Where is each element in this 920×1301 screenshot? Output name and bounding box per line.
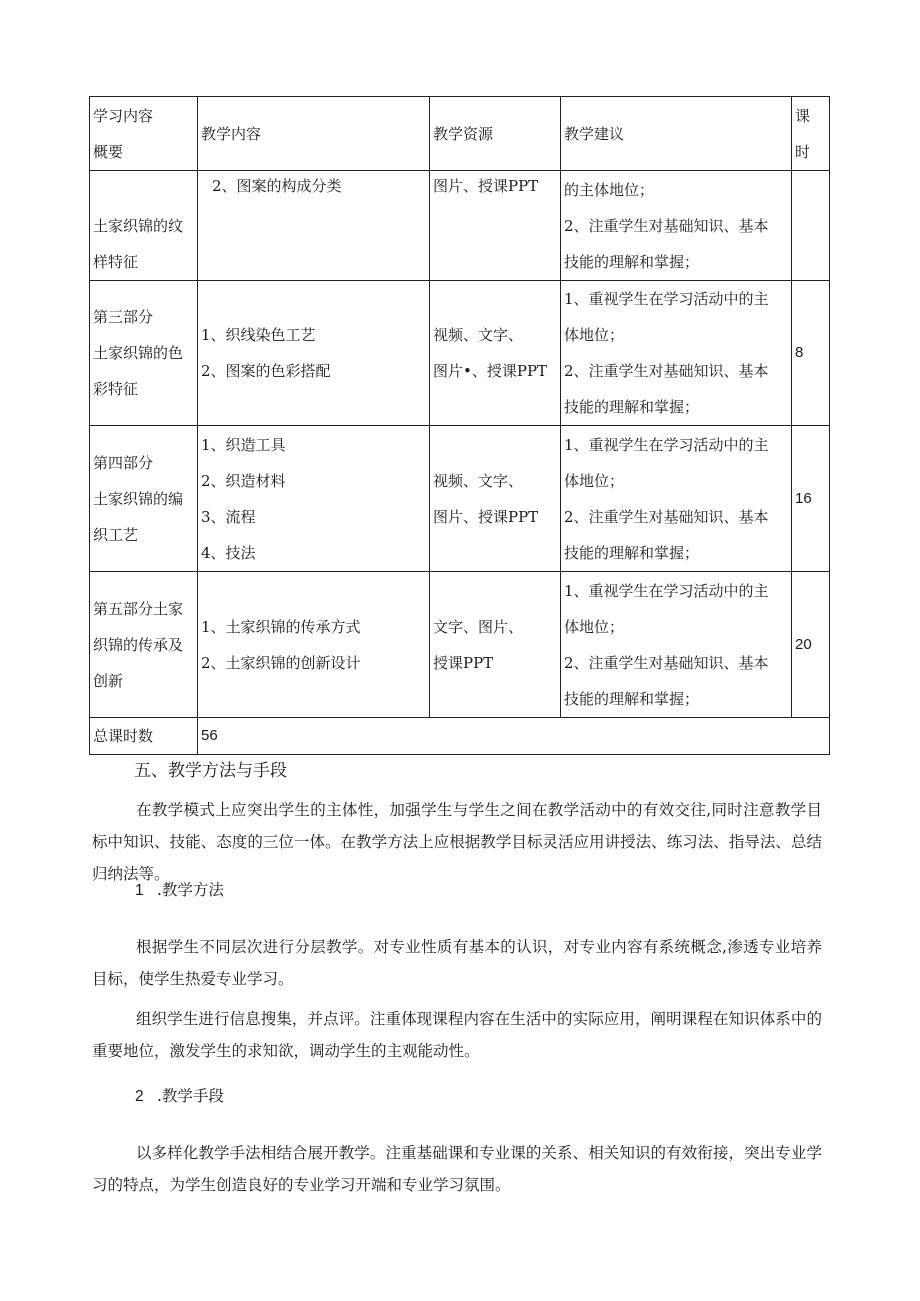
row-hours: 8	[792, 281, 830, 426]
header-summary	[90, 97, 198, 171]
table-header-row	[90, 97, 830, 171]
row-resources	[430, 572, 561, 718]
suggestion-line: 技能的理解和掌握；	[564, 398, 700, 416]
suggestion-line: 技能的理解和掌握；	[564, 252, 700, 271]
row-summary	[90, 171, 198, 281]
suggestion-line: 2、注重学生对基础知识、基本	[564, 216, 769, 235]
header-summary-line: 概要	[93, 142, 124, 161]
suggestion-line: 体地位；	[564, 471, 625, 490]
summary-line: 第五部分土家	[93, 599, 184, 618]
resources-line: 图片、授课PPT	[433, 507, 539, 526]
suggestion-line: 2、注重学生对基础知识、基本	[564, 507, 769, 526]
header-summary-line: 学习内容	[93, 106, 154, 125]
content-line: 4、技法	[201, 543, 256, 562]
resources-line: 图片、授课PPT	[433, 177, 539, 195]
resources-line: 图片•、授课PPT	[433, 362, 548, 380]
row-resources	[430, 281, 561, 426]
suggestion-line: 2、注重学生对基础知识、基本	[564, 653, 769, 672]
method-paragraph: 组织学生进行信息搜集，并点评。注重体现课程内容在生活中的实际应用，阐明课程在知识体系中的重要地位，激发学生的求知欲，调动学生的主观能动性。	[92, 1010, 822, 1060]
summary-line: 土家织锦的色	[93, 344, 184, 362]
suggestion-line: 体地位；	[564, 326, 625, 344]
content-line: 1、织线染色工艺	[201, 326, 316, 344]
suggestion-line: 1、重视学生在学习活动中的主	[564, 435, 769, 454]
suggestion-line: 体地位；	[564, 617, 625, 636]
means-paragraph: 以多样化教学手法相结合展开教学。注重基础课和专业课的关系、相关知识的有效衔接，突出专业学习的特点，为学生创造良好的专业学习开端和专业学习氛围。	[92, 1144, 822, 1194]
row-hours	[792, 171, 830, 281]
row-resources	[430, 171, 561, 281]
means-heading	[135, 1084, 224, 1106]
row-summary	[90, 281, 198, 426]
summary-line: 织工艺	[93, 525, 139, 544]
header-suggestions: 教学建议	[561, 97, 792, 171]
header-hours-line: 时	[795, 142, 811, 161]
resources-line: 视频、文字、	[433, 326, 524, 344]
suggestion-line: 1、重视学生在学习活动中的主	[564, 581, 769, 600]
content-line: 2、图案的构成分类	[212, 177, 342, 195]
total-value: 56	[198, 718, 830, 755]
suggestion-line: 1、重视学生在学习活动中的主	[564, 290, 769, 308]
resources-line: 授课PPT	[433, 653, 494, 672]
method-heading	[135, 878, 224, 900]
suggestion-line: 的主体地位；	[564, 180, 655, 199]
row-content	[198, 171, 430, 281]
row-suggestions	[561, 572, 792, 718]
summary-line: 样特征	[93, 252, 139, 271]
table-total-row	[90, 718, 830, 755]
row-summary	[90, 426, 198, 572]
suggestion-line: 技能的理解和掌握；	[564, 689, 700, 708]
header-hours-line: 课	[795, 106, 811, 125]
summary-line: 土家织锦的编	[93, 489, 184, 508]
summary-line: 创新	[93, 671, 124, 690]
suggestion-line: 2、注重学生对基础知识、基本	[564, 362, 769, 380]
summary-line: 第四部分	[93, 453, 154, 472]
row-suggestions	[561, 281, 792, 426]
table-row	[90, 171, 830, 281]
row-hours: 16	[792, 426, 830, 572]
content-line: 1、土家织锦的传承方式	[201, 617, 361, 636]
row-content	[198, 281, 430, 426]
resources-line: 视频、文字、	[433, 471, 524, 490]
table-row	[90, 281, 830, 426]
content-line: 2、织造材料	[201, 471, 286, 490]
total-label: 总课时数	[90, 718, 198, 755]
method-title: .教学方法	[157, 881, 224, 899]
header-resources: 教学资源	[430, 97, 561, 171]
summary-line	[93, 172, 197, 208]
means-number: 2	[135, 1088, 144, 1105]
resources-line: 文字、图片、	[433, 617, 524, 636]
header-content: 教学内容	[198, 97, 430, 171]
row-content	[198, 426, 430, 572]
method-number: 1	[135, 882, 144, 899]
row-suggestions	[561, 426, 792, 572]
content-line: 1、织造工具	[201, 435, 286, 454]
header-hours	[792, 97, 830, 171]
summary-line: 第三部分	[93, 308, 154, 326]
content-line: 2、图案的色彩搭配	[201, 362, 331, 380]
row-hours: 20	[792, 572, 830, 718]
content-line: 2、土家织锦的创新设计	[201, 653, 361, 672]
method-paragraph: 根据学生不同层次进行分层教学。对专业性质有基本的认识，对专业内容有系统概念,渗透专业培养目标，使学生热爱专业学习。	[92, 938, 822, 988]
summary-line: 彩特征	[93, 380, 139, 398]
summary-line: 织锦的传承及	[93, 635, 184, 654]
means-title: .教学手段	[157, 1087, 224, 1105]
course-content-table	[89, 96, 830, 755]
row-resources	[430, 426, 561, 572]
table-row	[90, 426, 830, 572]
content-line: 3、流程	[201, 507, 256, 526]
section-title: 五、教学方法与手段	[134, 761, 287, 781]
table-row	[90, 572, 830, 718]
row-summary	[90, 572, 198, 718]
row-content	[198, 572, 430, 718]
row-suggestions	[561, 171, 792, 281]
section-intro: 在教学模式上应突出学生的主体性，加强学生与学生之间在教学活动中的有效交往,同时注意教学目标中知识、技能、态度的三位一体。在教学方法上应根据教学目标灵活应用讲授法、练习法、指导法、总结归纳法等。	[92, 801, 822, 883]
summary-line: 土家织锦的纹	[93, 216, 184, 235]
suggestion-line: 技能的理解和掌握；	[564, 543, 700, 562]
